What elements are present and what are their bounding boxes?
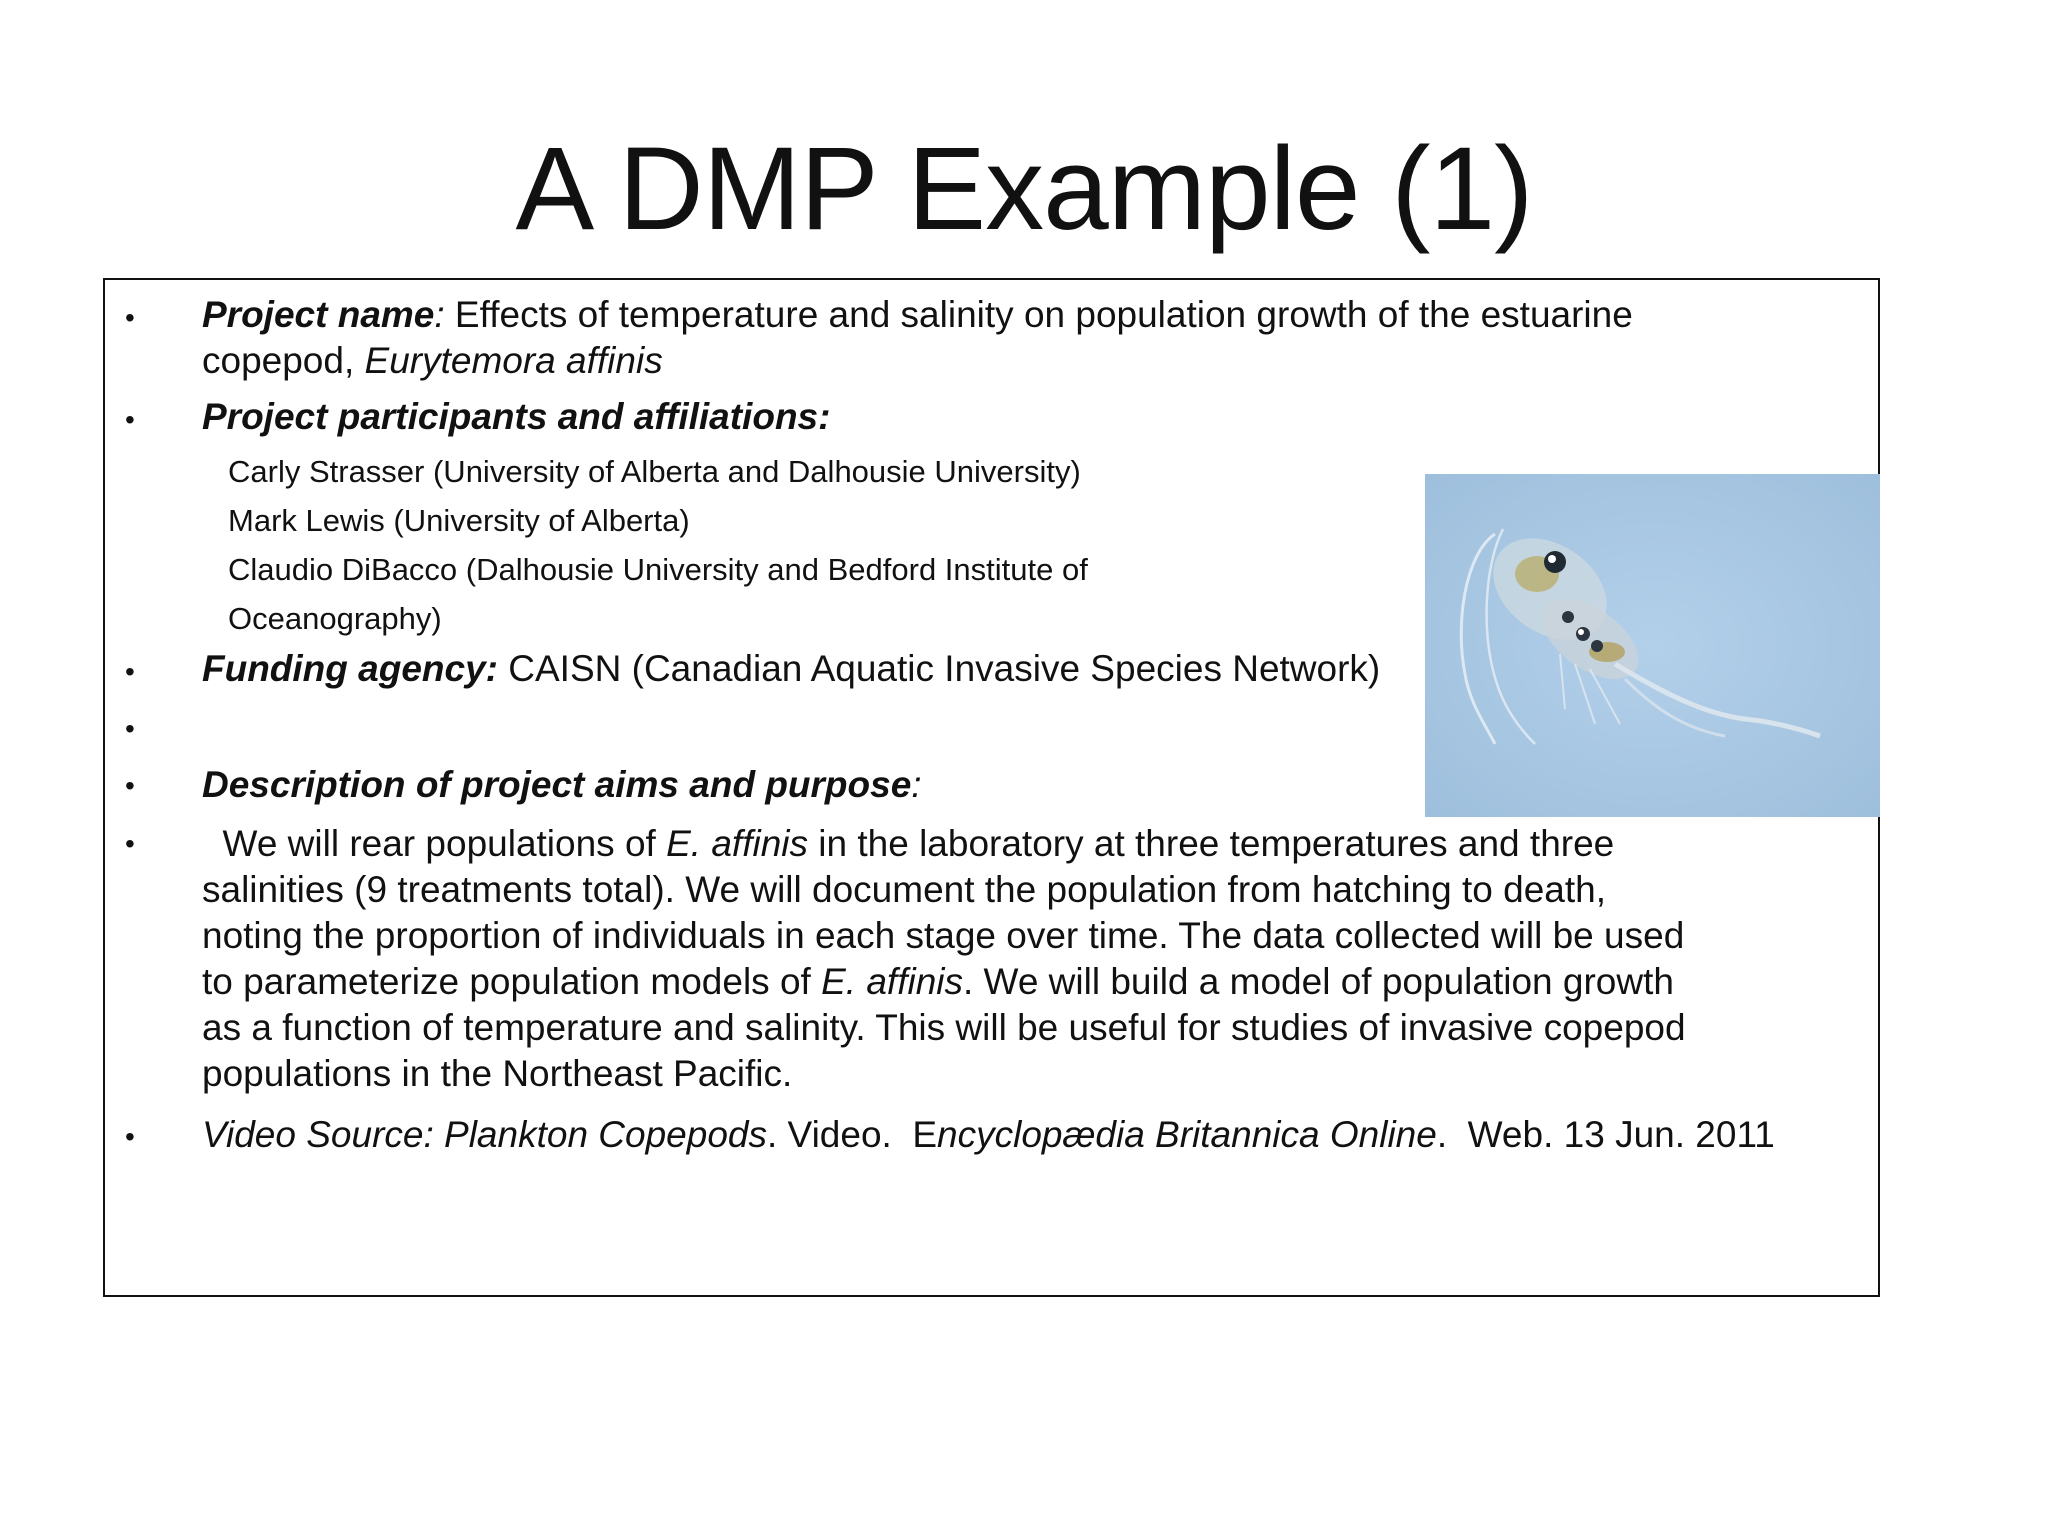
slide-title: A DMP Example (1) [515,123,1533,255]
project-name-text-2: copepod, [202,340,365,381]
bullet-marker: • [125,713,135,744]
aims-line: populations in the Northeast Pacific. [202,1053,793,1094]
participant-item: Mark Lewis (University of Alberta) [228,503,690,538]
aims-text: in the laboratory at three temperatures and three [808,823,1615,864]
species-abbrev: E. affinis [666,823,808,864]
funding-label: Funding agency: [202,648,498,689]
aims-text: to parameterize population models of [202,961,822,1002]
description-label: Description of project aims and purpose [202,764,912,805]
funding-line [202,646,1380,692]
source-text: . Video. E [767,1114,938,1155]
participant-item: Carly Strasser (University of Alberta and Dalhousie University) [228,454,1081,489]
project-name-colon: : [434,294,445,335]
species-name: Eurytemora affinis [364,340,663,381]
copepod-photo[interactable] [1425,474,1880,817]
bullet-marker: • [125,302,135,333]
bullet-marker: • [125,656,135,687]
aims-line [202,959,1686,1005]
project-name-text: Effects of temperature and salinity on population growth of the estuarine [444,294,1633,335]
source-date: . Web. 13 Jun. 2011 [1436,1114,1775,1155]
source-publication: ncyclopædia Britannica Online [937,1114,1437,1155]
participant-item: Claudio DiBacco (Dalhousie University and Bedford Institute of [228,552,1088,587]
bullet-marker: • [125,1121,135,1152]
aims-line: noting the proportion of individuals in each stage over time. The data collected will be used [202,915,1685,956]
description-heading [202,762,922,808]
funding-text: CAISN (Canadian Aquatic Invasive Species Network) [498,648,1381,689]
aims-text: We will rear populations of [202,823,667,864]
participants-heading [202,394,830,440]
copepod-image [1425,474,1880,817]
participant-item: Oceanography) [228,601,442,636]
project-name-line-2 [202,338,663,384]
bullet-marker: • [125,770,135,801]
aims-line: salinities (9 treatments total). We will document the population from hatching to death, [202,869,1606,910]
project-name-label: Project name [202,294,435,335]
source-title: Video Source: Plankton Copepods [202,1114,767,1155]
bullet-marker: • [125,404,135,435]
project-name-line [202,292,1633,338]
aims-paragraph [202,821,1686,1097]
source-line [202,1112,1775,1158]
description-colon: : [911,764,922,805]
species-abbrev: E. affinis [821,961,963,1002]
aims-text: . We will build a model of population growth [963,961,1674,1002]
participants-label: Project participants and affiliations: [202,396,831,437]
bullet-marker: • [125,828,135,859]
aims-line: as a function of temperature and salinity. This will be useful for studies of invasive copepod [202,1007,1686,1048]
aims-line [202,821,1686,867]
